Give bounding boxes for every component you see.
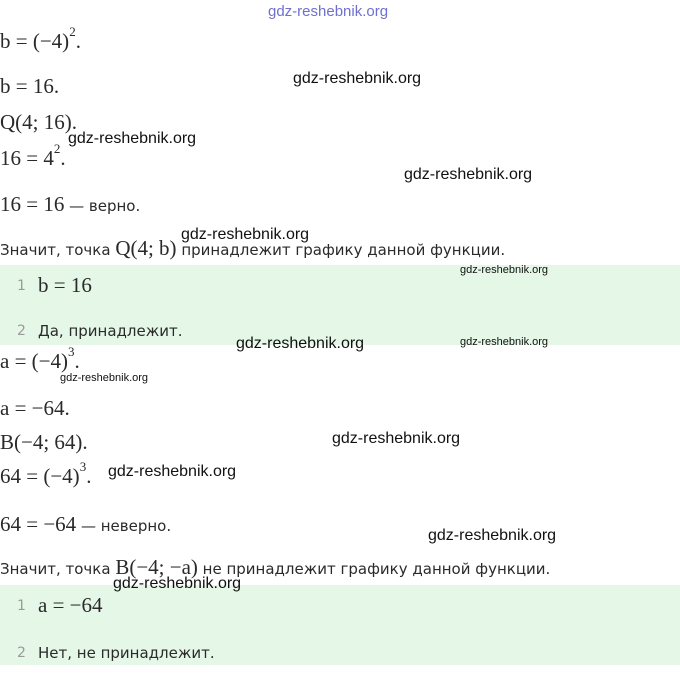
watermark: gdz-reshebnik.org xyxy=(108,463,237,480)
answer-number: 1 xyxy=(17,598,26,614)
equation-a-value: a = −64. xyxy=(0,396,70,420)
equation-check: $16 = 4^2$. xyxy=(0,141,66,170)
conclusion: Значит, точка B(−4; −a) не принадлежит графику данной функции. xyxy=(0,555,551,579)
watermark: gdz-reshebnik.org xyxy=(404,166,533,183)
watermark: gdz-reshebnik.org xyxy=(68,130,197,147)
answer-block xyxy=(0,265,680,345)
answer-block xyxy=(0,585,680,665)
watermark: gdz-reshebnik.org xyxy=(268,3,389,20)
watermark: gdz-reshebnik.org xyxy=(113,575,242,592)
watermark: gdz-reshebnik.org xyxy=(460,264,549,276)
point-q: Q(4; 16). xyxy=(0,110,77,134)
check-result: 64 = −64 — неверно. xyxy=(0,512,172,536)
conclusion: Значит, точка Q(4; b) принадлежит графику данной функции. xyxy=(0,236,506,260)
equation-a-definition: $a = (-4)^3$. xyxy=(0,344,80,373)
watermark: gdz-reshebnik.org xyxy=(460,336,549,348)
answer-value: Да, принадлежит. xyxy=(38,322,183,340)
answer-value: a = −64 xyxy=(38,593,103,617)
equation-check: $64 = (-4)^3$. xyxy=(0,459,92,488)
point-b: B(−4; 64). xyxy=(0,430,88,454)
equation-b-definition: $b = (-4)^2$. xyxy=(0,24,81,53)
answer-value: b = 16 xyxy=(38,273,92,297)
check-result: 16 = 16 — верно. xyxy=(0,192,141,216)
watermark: gdz-reshebnik.org xyxy=(60,372,149,384)
answer-number: 1 xyxy=(17,278,26,294)
watermark: gdz-reshebnik.org xyxy=(428,527,557,544)
equation-b-value: b = 16. xyxy=(0,74,60,98)
watermark: gdz-reshebnik.org xyxy=(181,226,310,243)
watermark: gdz-reshebnik.org xyxy=(236,335,365,352)
answer-number: 2 xyxy=(17,645,26,661)
watermark: gdz-reshebnik.org xyxy=(293,70,422,87)
watermark: gdz-reshebnik.org xyxy=(332,430,461,447)
answer-value: Нет, не принадлежит. xyxy=(38,644,215,662)
answer-number: 2 xyxy=(17,323,26,339)
